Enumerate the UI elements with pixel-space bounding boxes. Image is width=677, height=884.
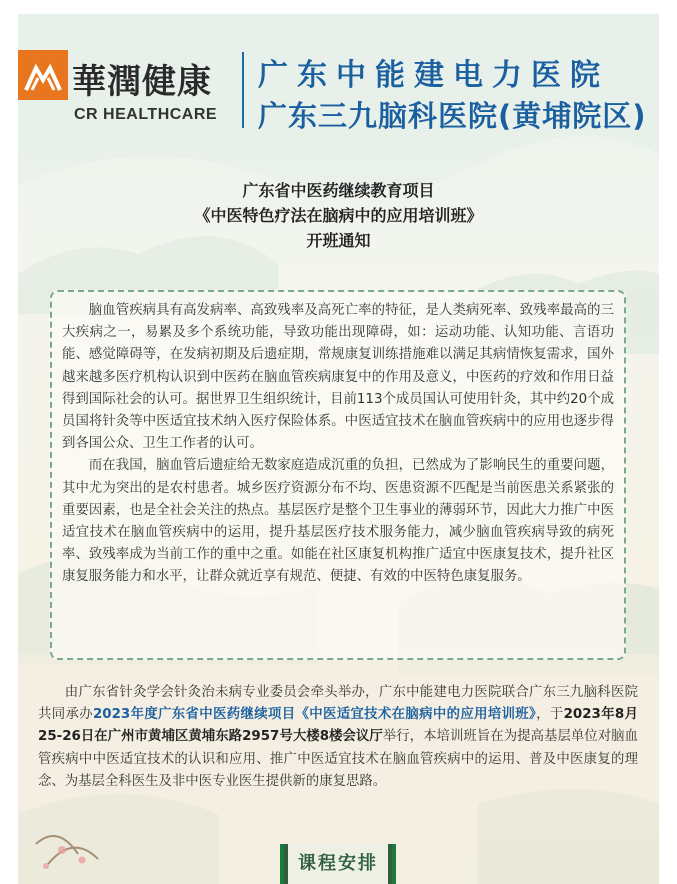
intro-part-3: 举行，本培训班旨在为提高基层单位对脑血管疾病中中医适宜技术的认识和应用、推广中医适宜技术在脑血管疾病中的运用、普及中医康复的理念、为基层全科医生及非中医专业医生提供新的康复思路。 (38, 729, 638, 789)
intro-part-2: ，于 (536, 707, 564, 723)
title-notice: 开班通知 (306, 231, 371, 250)
logo-chinese-text: 華潤健康 (72, 62, 212, 102)
intro-part-1: 由广东省针灸学会针灸治未病专业委员会牵头举办，广东中能建电力医院联合广东三九脑科医院共同承办 (38, 685, 638, 723)
intro-paragraph (38, 682, 638, 793)
cr-logo-icon (18, 50, 68, 100)
paragraph-2: 而在我国，脑血管后遗症给无数家庭造成沉重的负担，已然成为了影响民生的重要问题，其中尤为突出的是农村患者。城乡医疗资源分布不均、医患资源不匹配是当前医患关系紧张的重要因素，也是全社会关注的热点。基层医疗是整个卫生事业的薄弱环节，因此大力推广中医适宜技术在脑血管疾病中的运用，提升基层医疗技术服务能力，减少脑血管疾病导致的病死率、致残率成为当前工作的重中之重。如能在社区康复机构推广适宜中医康复技术，提升社区康复服务能力和水平，让群众就近享有规范、便捷、有效的中医特色康复服务。 (62, 458, 614, 585)
section-header-schedule (280, 844, 396, 884)
logo-english-text: CR HEALTHCARE (74, 106, 218, 123)
header (18, 48, 659, 138)
paragraph-1: 脑血管疾病具有高发病率、高致残率及高死亡率的特征，是人类病死率、致残率最高的三大疾病之一，易累及多个系统功能，导致功能出现障碍，如：运动功能、认知功能、言语功能、感觉障碍等，在发病初期及后遗症期，常规康复训练措施难以满足其病情恢复需求，国外越来越多医疗机构认识到中医药在脑血管疾病康复中的作用及意义，中医药的疗效和作用日益得到国际社会的认可。据世界卫生组织统计，目前113个成员国认可使用针灸，其中约20个成员国将针灸等中医适宜技术纳入医疗保险体系。中医适宜技术在脑血管疾病中的应用也逐步得到各国公众、卫生工作者的认可。 (62, 303, 614, 452)
hospital-name-2: 广东三九脑科医院(黄埔院区) (258, 99, 647, 133)
background-text-box (50, 290, 626, 660)
title-project: 广东省中医药继续教育项目 (242, 181, 435, 200)
section-title: 课程安排 (288, 844, 388, 884)
hospital-name-1: 广东中能建电力医院 (258, 58, 609, 93)
intro-project-highlight: 2023年度广东省中医药继续项目《中医适宜技术在脑病中的应用培训班》 (92, 707, 537, 723)
title-course: 《中医特色疗法在脑病中的应用培训班》 (194, 206, 483, 225)
header-divider (242, 52, 244, 128)
intro-date-place: 2023年8月25-26日在广州市黄埔区黄埔东路2957号大楼8楼会议厅 (38, 707, 638, 745)
page (18, 14, 659, 884)
notice-title-block (18, 178, 659, 253)
